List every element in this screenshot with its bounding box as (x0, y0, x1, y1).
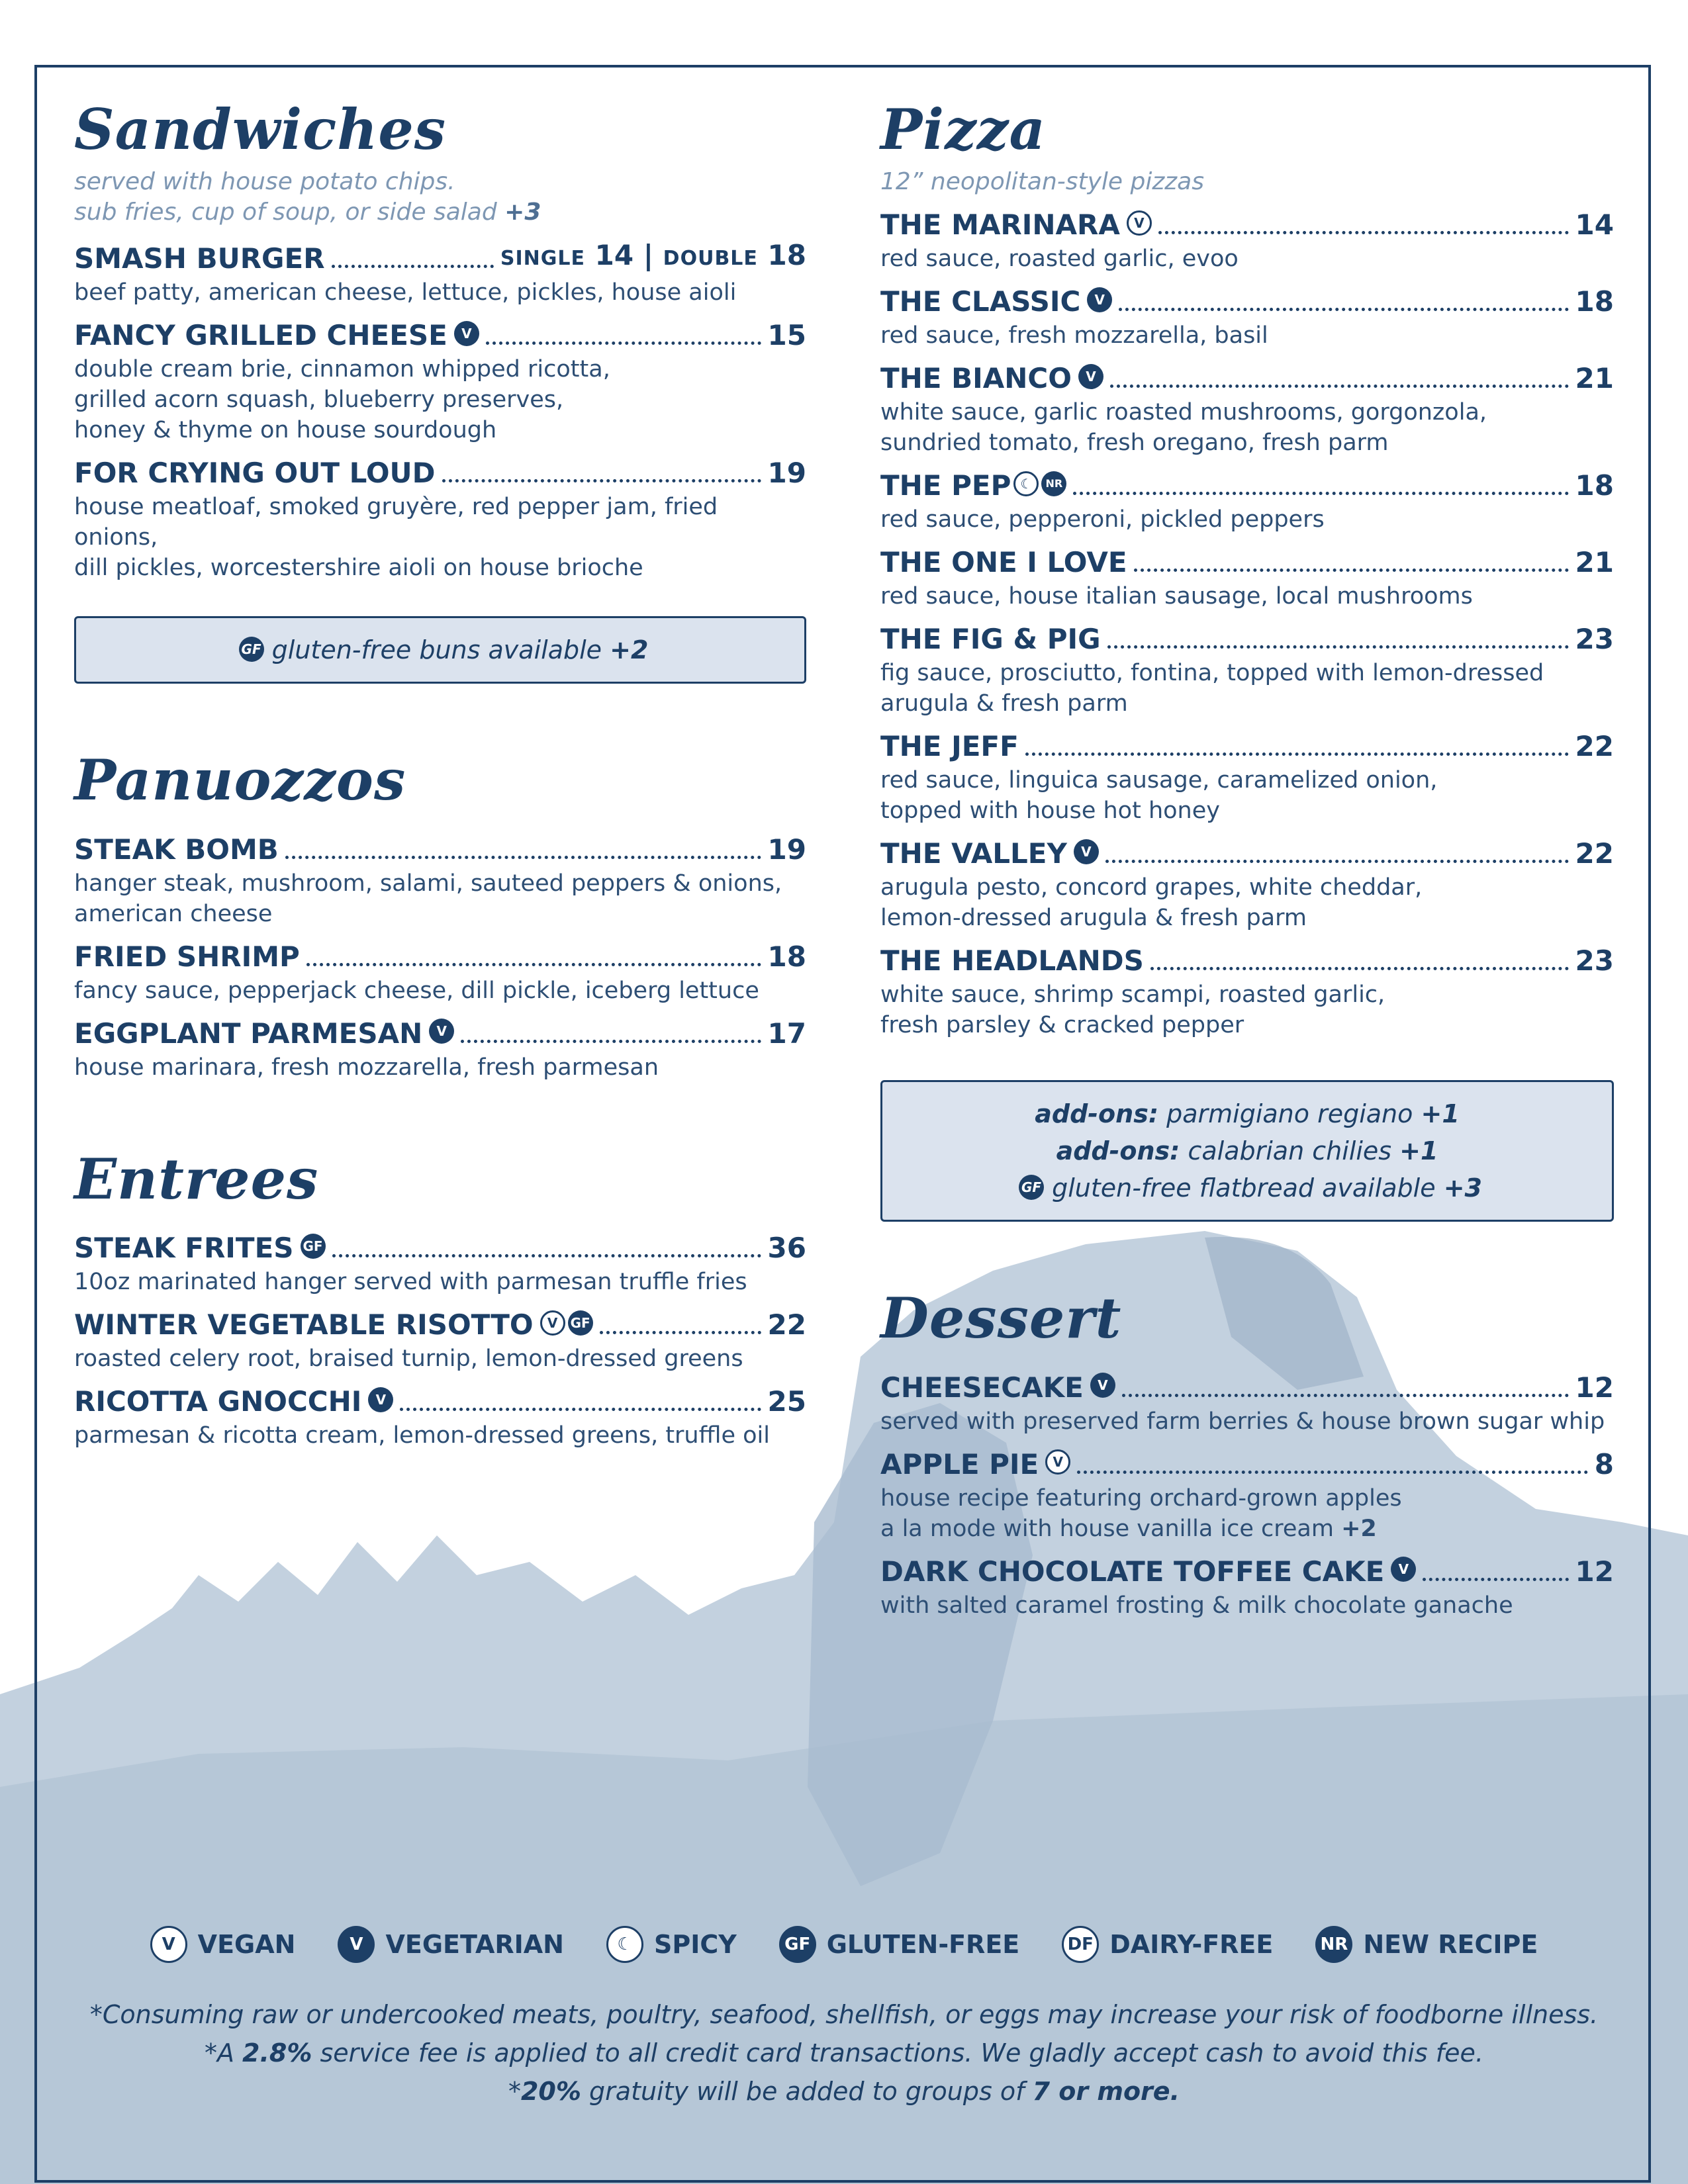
dot-leader (400, 1408, 761, 1411)
vegetarian-icon: V (454, 321, 479, 346)
pizza-addons-box (880, 1080, 1614, 1222)
vegetarian-icon: V (429, 1019, 454, 1044)
item-price: 18 (1575, 285, 1614, 318)
item-name: SMASH BURGER (74, 242, 325, 275)
gluten-free-icon: GF (1019, 1175, 1044, 1200)
item-description: white sauce, garlic roasted mushrooms, gorgonzola, sundried tomato, fresh oregano, fresh parm (880, 399, 1487, 457)
gluten-free-icon: GF (568, 1310, 593, 1336)
dot-leader (1150, 967, 1569, 970)
item-name: THE VALLEY V (880, 835, 1099, 872)
new-recipe-icon: NR (1315, 1926, 1352, 1963)
vegetarian-icon: V (1087, 287, 1112, 312)
item-description: with salted caramel frosting & milk chocolate ganache (880, 1592, 1513, 1619)
vegetarian-icon: V (368, 1387, 393, 1412)
dot-leader (332, 1254, 761, 1257)
vegan-icon: V (1127, 210, 1152, 236)
dot-leader (332, 265, 494, 268)
sandwiches-subtitle-line1: served with house potato chips. (74, 168, 455, 196)
vegan-icon: V (540, 1310, 565, 1336)
item-price: 12 (1575, 1371, 1614, 1404)
item-price: 25 (767, 1385, 806, 1418)
right-column (880, 99, 1614, 1621)
item-name: WINTER VEGETABLE RISOTTO V GF (74, 1306, 593, 1343)
menu-item-fried-shrimp (74, 938, 806, 1006)
legend-spicy: ☾ SPICY (606, 1926, 737, 1963)
menu-item-the-fig-and-pig (880, 621, 1614, 719)
gluten-free-icon: GF (779, 1926, 816, 1963)
menu-item-for-crying-out-loud (74, 455, 806, 583)
menu-item-steak-frites (74, 1230, 806, 1297)
item-price: 18 (767, 940, 806, 973)
item-price: 15 (767, 319, 806, 352)
entrees-title: Entrees (74, 1146, 319, 1212)
dot-leader (306, 963, 761, 966)
item-description: house recipe featuring orchard-grown apples a la mode with house vanilla ice cream +2 (880, 1484, 1402, 1542)
item-name: THE JEFF (880, 730, 1019, 763)
item-description: served with preserved farm berries & house brown sugar whip (880, 1408, 1605, 1435)
vegan-icon: V (1045, 1449, 1070, 1475)
sandwiches-subtitle (74, 167, 806, 228)
item-description: arugula pesto, concord grapes, white cheddar, lemon-dressed arugula & fresh parm (880, 874, 1423, 932)
item-name: APPLE PIE V (880, 1446, 1070, 1483)
dot-leader (1025, 752, 1569, 756)
dot-leader (1119, 308, 1568, 311)
item-description: house marinara, fresh mozzarella, fresh parmesan (74, 1054, 659, 1081)
menu-item-cheesecake (880, 1369, 1614, 1437)
menu-item-fancy-grilled-cheese (74, 317, 806, 445)
item-price: 12 (1575, 1555, 1614, 1588)
item-name: THE HEADLANDS (880, 944, 1144, 978)
menu-item-dark-chocolate-toffee-cake (880, 1553, 1614, 1621)
item-price: 19 (767, 457, 806, 490)
item-price: 36 (767, 1232, 806, 1265)
menu-item-steak-bomb (74, 831, 806, 929)
legend-vegetarian: V VEGETARIAN (338, 1926, 564, 1963)
item-name: FRIED SHRIMP (74, 940, 300, 973)
item-name: THE ONE I LOVE (880, 546, 1127, 579)
dot-leader (442, 479, 761, 482)
dot-leader (1423, 1578, 1568, 1581)
menu-item-the-bianco (880, 360, 1614, 458)
item-price: 21 (1575, 362, 1614, 395)
menu-item-the-pep (880, 467, 1614, 535)
menu-item-eggplant-parmesan (74, 1015, 806, 1083)
menu-item-ricotta-gnocchi (74, 1383, 806, 1451)
item-description: red sauce, fresh mozzarella, basil (880, 322, 1268, 349)
spicy-icon: ☾ (1013, 471, 1039, 496)
menu-item-the-headlands (880, 942, 1614, 1040)
vegetarian-icon: V (1074, 839, 1099, 864)
item-price: 18 (1575, 469, 1614, 502)
item-price: 14 (1575, 208, 1614, 242)
dot-leader (486, 341, 761, 345)
disclaimer-line2: *A 2.8% service fee is applied to all credit card transactions. We gladly accept cash to avoid this fee. (204, 2038, 1484, 2068)
menu-item-winter-vegetable-risotto (74, 1306, 806, 1374)
item-name: THE CLASSIC V (880, 283, 1112, 320)
item-name: THE MARINARA V (880, 206, 1152, 244)
dietary-legend (0, 1926, 1688, 1963)
item-price: 23 (1575, 623, 1614, 656)
panuozzos-title: Panuozzos (74, 747, 406, 813)
item-description: red sauce, pepperoni, pickled peppers (880, 506, 1325, 533)
item-description: house meatloaf, smoked gruyère, red pepper jam, fried onions, dill pickles, worcestershire aioli on house brioche (74, 494, 718, 582)
item-name: THE FIG & PIG (880, 623, 1101, 656)
item-name: STEAK FRITES GF (74, 1230, 326, 1267)
sandwiches-subtitle-line2: sub fries, cup of soup, or side salad +3 (74, 199, 541, 226)
addon-line: add-ons: parmigiano regiano +1 (1035, 1099, 1460, 1129)
dot-leader (1110, 385, 1569, 388)
item-description: 10oz marinated hanger served with parmesan truffle fries (74, 1269, 747, 1296)
item-name: THE PEP ☾ NR (880, 467, 1066, 504)
item-description: red sauce, linguica sausage, caramelized onion, topped with house hot honey (880, 767, 1438, 825)
spicy-icon: ☾ (606, 1926, 643, 1963)
item-price: 22 (1575, 730, 1614, 763)
legend-gluten-free: GF GLUTEN-FREE (779, 1926, 1020, 1963)
item-name: THE BIANCO V (880, 360, 1103, 397)
vegetarian-icon: V (1078, 364, 1103, 389)
item-name: FANCY GRILLED CHEESE V (74, 317, 479, 354)
item-price: 19 (767, 833, 806, 866)
disclaimer-line3: *20% gratuity will be added to groups of 7 or more. (508, 2077, 1180, 2106)
item-price: SINGLE 14 | DOUBLE 18 (500, 239, 806, 272)
item-description: white sauce, shrimp scampi, roasted garlic, fresh parsley & cracked pepper (880, 981, 1385, 1039)
gluten-free-icon: GF (239, 637, 264, 662)
item-price: 8 (1594, 1447, 1614, 1480)
item-description: hanger steak, mushroom, salami, sauteed peppers & onions, american cheese (74, 870, 782, 927)
dot-leader (1158, 231, 1569, 234)
menu-item-smash-burger (74, 237, 806, 308)
sandwiches-title: Sandwiches (74, 97, 447, 162)
new-recipe-icon: NR (1041, 471, 1066, 496)
legend-vegan: V VEGAN (150, 1926, 296, 1963)
menu-item-the-classic (880, 283, 1614, 351)
dessert-title: Dessert (880, 1285, 1122, 1351)
item-price: 23 (1575, 944, 1614, 978)
disclaimer-line1: *Consuming raw or undercooked meats, poultry, seafood, shellfish, or eggs may increase your risk of foodborne illness. (89, 2000, 1599, 2029)
pizza-title: Pizza (880, 97, 1046, 162)
dot-leader (285, 856, 761, 859)
item-price: 17 (767, 1017, 806, 1050)
pizza-subtitle: 12” neopolitan-style pizzas (880, 168, 1204, 196)
item-price: 22 (767, 1308, 806, 1342)
item-name: RICOTTA GNOCCHI V (74, 1383, 393, 1420)
menu-item-the-marinara (880, 206, 1614, 274)
dot-leader (1122, 1394, 1569, 1397)
gluten-free-buns-note: GF gluten-free buns available +2 (74, 616, 806, 684)
dot-leader (461, 1040, 761, 1043)
dot-leader (1073, 492, 1568, 495)
item-price: 21 (1575, 546, 1614, 579)
item-description: fig sauce, prosciutto, fontina, topped with lemon-dressed arugula & fresh parm (880, 660, 1544, 717)
dot-leader (1105, 860, 1569, 863)
item-description: fancy sauce, pepperjack cheese, dill pickle, iceberg lettuce (74, 977, 759, 1004)
vegetarian-icon: V (1090, 1373, 1115, 1398)
item-description: red sauce, roasted garlic, evoo (880, 246, 1239, 273)
item-name: CHEESECAKE V (880, 1369, 1115, 1406)
vegetarian-icon: V (338, 1926, 375, 1963)
gluten-free-icon: GF (301, 1234, 326, 1259)
dairy-free-icon: DF (1062, 1926, 1099, 1963)
legend-new-recipe: NR NEW RECIPE (1315, 1926, 1538, 1963)
item-description: parmesan & ricotta cream, lemon-dressed greens, truffle oil (74, 1422, 770, 1449)
dot-leader (1107, 645, 1569, 649)
menu-item-apple-pie (880, 1446, 1614, 1544)
addon-gf-line: GF gluten-free flatbread available +3 (889, 1169, 1605, 1206)
left-column (74, 99, 806, 1451)
item-name: STEAK BOMB (74, 833, 279, 866)
item-name: FOR CRYING OUT LOUD (74, 457, 436, 490)
dot-leader (600, 1331, 761, 1334)
vegetarian-icon: V (1391, 1557, 1416, 1582)
item-name: DARK CHOCOLATE TOFFEE CAKE V (880, 1553, 1416, 1590)
menu-item-the-valley (880, 835, 1614, 933)
item-name: EGGPLANT PARMESAN V (74, 1015, 454, 1052)
addon-line: add-ons: calabrian chilies +1 (1056, 1136, 1438, 1166)
item-description: double cream brie, cinnamon whipped ricotta, grilled acorn squash, blueberry preserves, honey & thyme on house sourdough (74, 356, 610, 444)
item-description: roasted celery root, braised turnip, lemon-dressed greens (74, 1345, 743, 1373)
menu-item-the-one-i-love (880, 544, 1614, 612)
disclaimer (0, 1995, 1688, 2111)
item-price: 22 (1575, 837, 1614, 870)
dot-leader (1134, 569, 1569, 572)
menu-item-the-jeff (880, 728, 1614, 826)
legend-dairy-free: DF DAIRY-FREE (1062, 1926, 1273, 1963)
dot-leader (1077, 1471, 1588, 1474)
item-description: beef patty, american cheese, lettuce, pickles, house aioli (74, 279, 737, 306)
vegan-icon: V (150, 1926, 187, 1963)
item-description: red sauce, house italian sausage, local mushrooms (880, 583, 1473, 610)
